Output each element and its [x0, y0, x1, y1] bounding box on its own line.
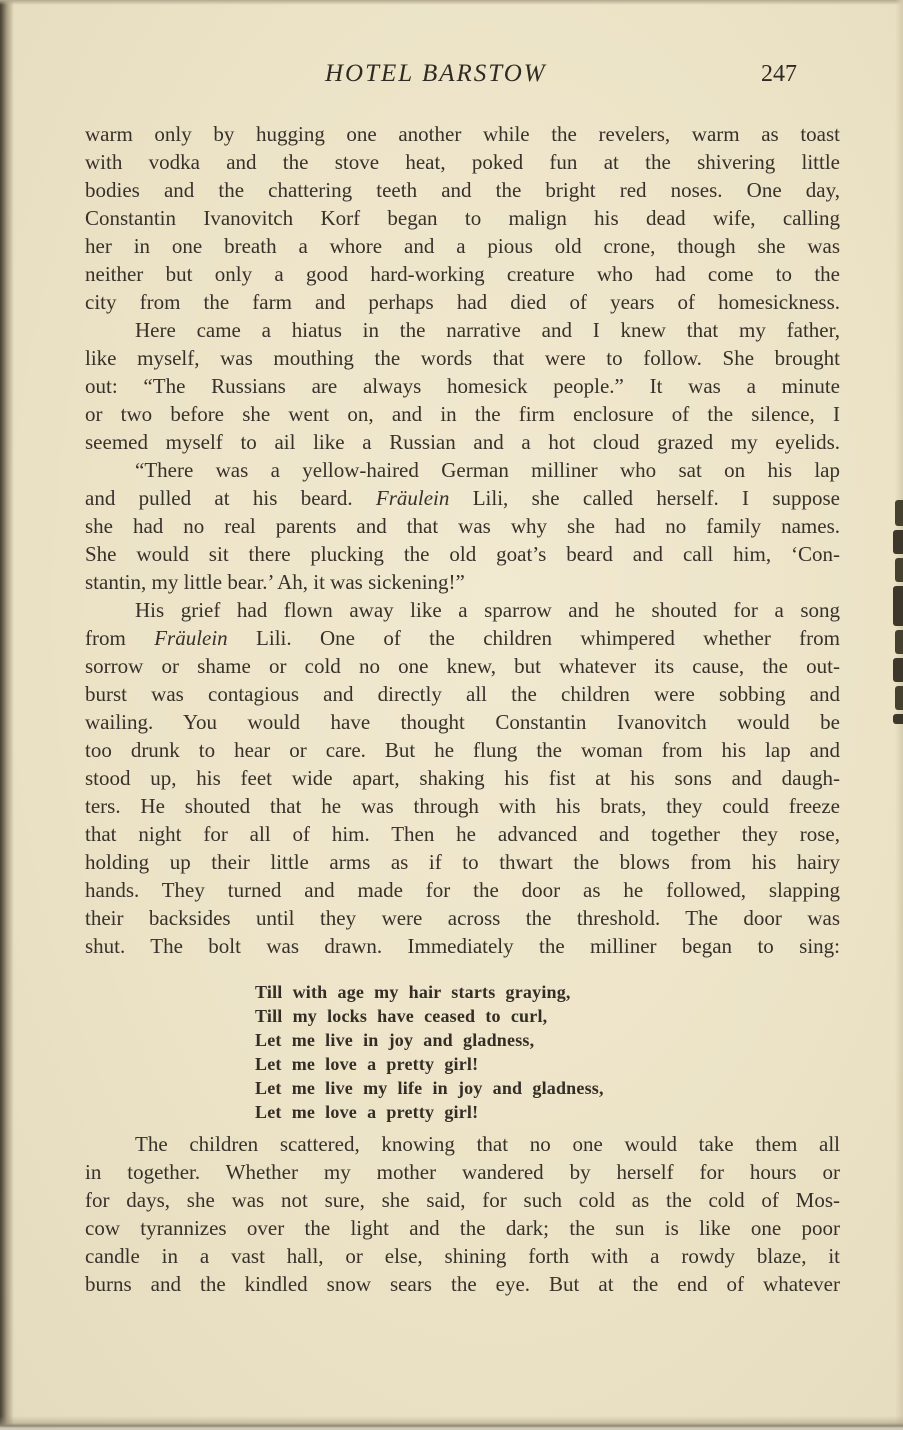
text-line: Constantin Ivanovitch Korf began to malign his dead wife, calling: [85, 206, 840, 230]
verse-block: [255, 980, 840, 1124]
verse-line: Till with age my hair starts graying,: [255, 982, 571, 1002]
text-line: She would sit there plucking the old goat’s beard and call him, ‘Con-: [85, 542, 840, 566]
ink-mark: [893, 586, 903, 626]
ink-mark: [895, 558, 903, 582]
text-line: too drunk to hear or care. But he flung the woman from his lap and: [85, 738, 840, 762]
text-line: or two before she went on, and in the firm enclosure of the silence, I: [85, 402, 840, 426]
ink-mark: [895, 630, 903, 654]
text-line: she had no real parents and that was why she had no family names.: [85, 514, 840, 538]
text-line: in together. Whether my mother wandered by herself for hours or: [85, 1160, 840, 1184]
text-line: her in one breath a whore and a pious old crone, though she was: [85, 234, 840, 258]
text-line: seemed myself to ail like a Russian and a hot cloud grazed my eyelids.: [85, 430, 840, 454]
text-line: neither but only a good hard-working creature who had come to the: [85, 262, 840, 286]
text-line: hands. They turned and made for the door as he followed, slapping: [85, 878, 840, 902]
text-line: and pulled at his beard. Fräulein Lili, she called herself. I suppose: [85, 486, 840, 510]
text-line: sorrow or shame or cold no one knew, but whatever its cause, the out-: [85, 654, 840, 678]
paragraph: [85, 120, 840, 316]
text-line: warm only by hugging one another while the revelers, warm as toast: [85, 122, 840, 146]
text-line: out: “The Russians are always homesick people.” It was a minute: [85, 374, 840, 398]
page-number: 247: [761, 61, 797, 87]
ink-mark: [893, 714, 903, 724]
text-line: “There was a yellow-haired German milliner who sat on his lap: [135, 458, 840, 482]
running-head-title: HOTEL BARSTOW: [325, 60, 547, 87]
text-line: stood up, his feet wide apart, shaking his fist at his sons and daugh-: [85, 766, 840, 790]
text-block: [85, 120, 840, 1298]
verse-line: Till my locks have ceased to curl,: [255, 1006, 548, 1026]
ink-mark: [893, 530, 903, 554]
verse-line: Let me love a pretty girl!: [255, 1102, 479, 1122]
text-line: like myself, was mouthing the words that were to follow. She brought: [85, 346, 840, 370]
paragraph: [85, 456, 840, 596]
text-line: burst was contagious and directly all the children were sobbing and: [85, 682, 840, 706]
text-line: wailing. You would have thought Constantin Ivanovitch would be: [85, 710, 840, 734]
fore-edge-ink-marks: [892, 500, 903, 724]
text-line: ters. He shouted that he was through with his brats, they could freeze: [85, 794, 840, 818]
verse-line: Let me live in joy and gladness,: [255, 1030, 535, 1050]
running-head: [85, 60, 840, 96]
text-line: burns and the kindled snow sears the eye. But at the end of whatever: [85, 1272, 840, 1296]
text-line: His grief had flown away like a sparrow and he shouted for a song: [135, 598, 840, 622]
text-line: that night for all of him. Then he advanced and together they rose,: [85, 822, 840, 846]
text-line: from Fräulein Lili. One of the children whimpered whether from: [85, 626, 840, 650]
text-line: city from the farm and perhaps had died of years of homesickness.: [85, 290, 840, 314]
ink-mark: [893, 658, 903, 682]
verse-line: Let me love a pretty girl!: [255, 1054, 479, 1074]
paragraph: [85, 1130, 840, 1298]
text-line: bodies and the chattering teeth and the bright red noses. One day,: [85, 178, 840, 202]
text-line: holding up their little arms as if to thwart the blows from his hairy: [85, 850, 840, 874]
verse-line: Let me live my life in joy and gladness,: [255, 1078, 604, 1098]
text-line: their backsides until they were across the threshold. The door was: [85, 906, 840, 930]
ink-mark: [895, 686, 903, 710]
paragraph: [85, 596, 840, 960]
text-line: with vodka and the stove heat, poked fun at the shivering little: [85, 150, 840, 174]
text-line: candle in a vast hall, or else, shining forth with a rowdy blaze, it: [85, 1244, 840, 1268]
text-line: Here came a hiatus in the narrative and I knew that my father,: [135, 318, 840, 342]
page-top-edge: [0, 0, 903, 5]
page-gutter-shadow: [0, 0, 14, 1430]
text-line: shut. The bolt was drawn. Immediately the milliner began to sing:: [85, 934, 840, 958]
paragraph: [85, 316, 840, 456]
text-line: cow tyrannizes over the light and the dark; the sun is like one poor: [85, 1216, 840, 1240]
text-line: stantin, my little bear.’ Ah, it was sickening!”: [85, 570, 465, 594]
text-line: The children scattered, knowing that no one would take them all: [135, 1132, 840, 1156]
text-line: for days, she was not sure, she said, for such cold as the cold of Mos-: [85, 1188, 840, 1212]
ink-mark: [895, 500, 903, 526]
page-bottom-edge: [0, 1416, 903, 1430]
